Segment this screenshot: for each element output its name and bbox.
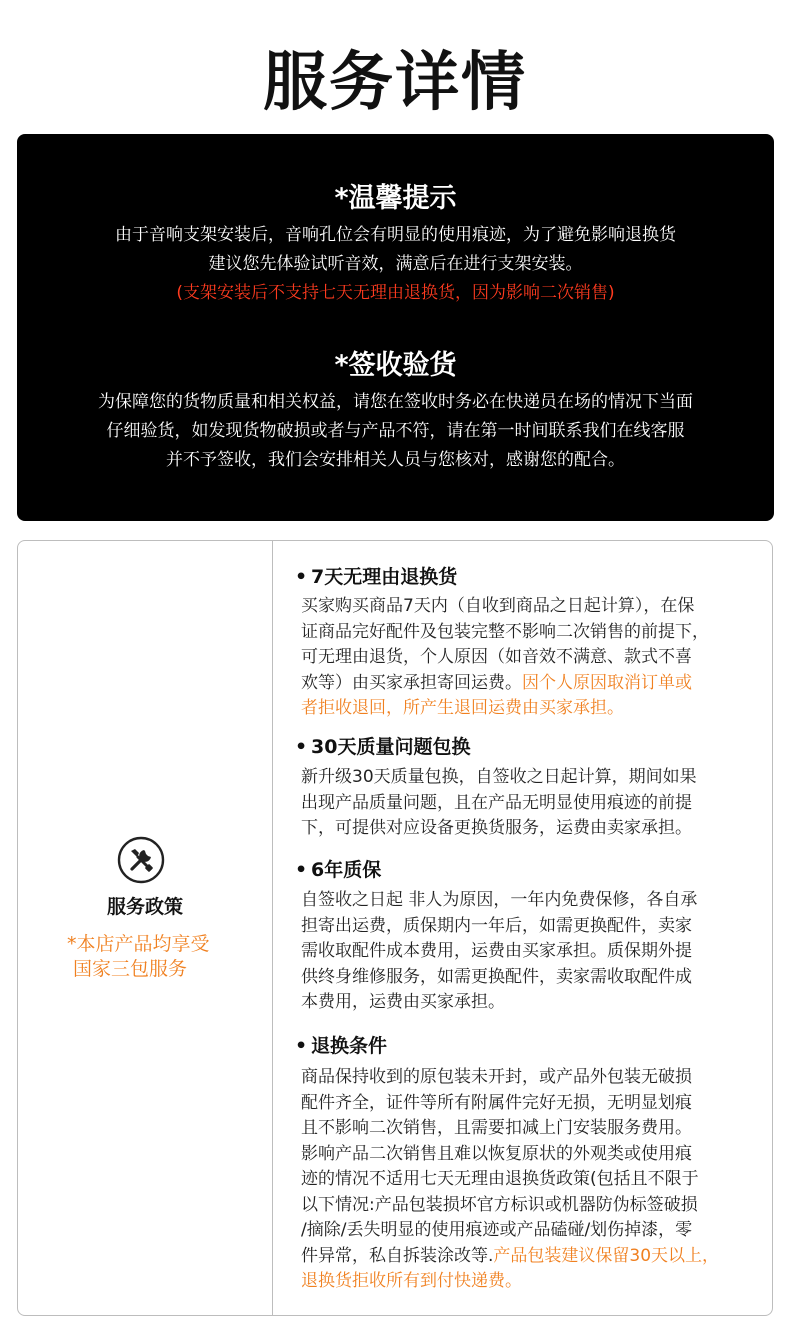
tip-line: 建议您先体验试听音效，满意后在进行支架安装。 xyxy=(208,254,583,274)
policy-note xyxy=(67,932,267,982)
section-title-6year-warranty xyxy=(295,857,381,883)
bullet-icon: • xyxy=(295,859,308,881)
section-body-7day-return xyxy=(301,594,771,722)
policy-note-line: 国家三包服务 xyxy=(73,958,188,980)
section-line: 供终身维修服务，如需更换配件，卖家需收取配件成 xyxy=(301,966,692,987)
section-line: 需收取配件成本费用，运费由买家承担。质保期外提 xyxy=(301,941,692,961)
section-body-6year-warranty xyxy=(301,888,771,1016)
section-line xyxy=(301,671,771,697)
section-highlight-line: 退换货拒收所有到付快递费。 xyxy=(301,1271,522,1291)
policy-note-line: *本店产品均享受 xyxy=(67,933,210,955)
section-line: 商品保持收到的原包装未开封，或产品外包装无破损 xyxy=(301,1067,692,1087)
section-line: 可无理由退货，个人原因（如音效不满意、款式不喜 xyxy=(301,647,692,667)
bullet-icon: • xyxy=(295,566,308,588)
page-title: 服务详情 xyxy=(263,46,527,120)
section-line: 证商品完好配件及包装完整不影响二次销售的前提下， xyxy=(301,621,709,642)
section-line: 以下情况:产品包装损坏官方标识或机器防伪标签破损 xyxy=(301,1194,698,1215)
tip-line: 由于音响支架安装后，音响孔位会有明显的使用痕迹，为了避免影响退换货 xyxy=(115,225,676,245)
section-highlight-line: 者拒收退回，所产生退回运费由买家承担。 xyxy=(301,698,624,718)
section-line: 本费用，运费由买家承担。 xyxy=(301,992,505,1012)
policy-panel xyxy=(17,540,773,1316)
section-line: 出现产品质量问题，且在产品无明显使用痕迹的前提 xyxy=(301,792,692,813)
section-title-7day-return xyxy=(295,564,457,590)
section-text: 件异常，私自拆装涂改等. xyxy=(301,1245,494,1266)
notice-panel xyxy=(17,134,774,521)
section-title-text: 30天质量问题包换 xyxy=(311,736,471,758)
receipt-line: 为保障您的货物质量和相关权益，请您在签收时务必在快递员在场的情况下当面 xyxy=(98,392,693,412)
section-line: 新升级30天质量包换，自签收之日起计算，期间如果 xyxy=(301,767,697,787)
section-line xyxy=(301,1244,771,1270)
bullet-icon: • xyxy=(295,736,308,758)
section-title-return-conditions xyxy=(295,1033,387,1059)
receipt-heading: *签收验货 xyxy=(334,350,457,381)
section-body-return-conditions xyxy=(301,1065,771,1295)
section-line: 买家购买商品7天内（自收到商品之日起计算），在保 xyxy=(301,596,695,616)
section-title-text: 6年质保 xyxy=(311,859,382,881)
receipt-line: 仔细验货，如发现货物破损或者与产品不符，请在第一时间联系我们在线客服 xyxy=(106,421,685,441)
receipt-line: 并不予签收，我们会安排相关人员与您核对，感谢您的配合。 xyxy=(166,450,625,470)
tools-icon xyxy=(117,836,165,884)
section-title-text: 7天无理由退换货 xyxy=(311,566,458,588)
bullet-icon: • xyxy=(295,1035,308,1057)
section-line: 担寄出运费，质保期内一年后，如需更换配件，卖家 xyxy=(301,915,692,936)
section-title-text: 退换条件 xyxy=(311,1035,388,1057)
section-line: 迹的情况不适用七天无理由退换货政策(包括且不限于 xyxy=(301,1169,699,1189)
section-title-30day-exchange xyxy=(295,734,470,760)
section-highlight: 产品包装建议保留30天以上， xyxy=(493,1245,720,1266)
section-line: 影响产品二次销售且难以恢复原状的外观类或使用痕 xyxy=(301,1143,692,1164)
section-line: 配件齐全，证件等所有附属件完好无损，无明显划痕 xyxy=(301,1092,692,1113)
policy-sidebar xyxy=(18,541,272,1315)
tip-heading: *温馨提示 xyxy=(334,183,457,214)
tip-warning: (支架安装后不支持七天无理由退换货，因为影响二次销售) xyxy=(176,283,615,303)
section-line: 且不影响二次销售，且需要扣减上门安装服务费用。 xyxy=(301,1118,692,1138)
section-line: /摘除/丢失明显的使用痕迹或产品磕碰/划伤掉漆，零 xyxy=(301,1220,693,1240)
section-text: 欢等）由买家承担寄回运费。 xyxy=(301,672,522,693)
policy-title: 服务政策 xyxy=(106,896,183,918)
section-highlight: 因个人原因取消订单或 xyxy=(522,672,692,693)
section-body-30day-exchange xyxy=(301,765,771,842)
section-line: 自签收之日起 非人为原因，一年内免费保修，各自承 xyxy=(301,890,698,910)
section-line: 下，可提供对应设备更换货服务，运费由卖家承担。 xyxy=(301,818,692,838)
column-divider xyxy=(272,541,273,1315)
